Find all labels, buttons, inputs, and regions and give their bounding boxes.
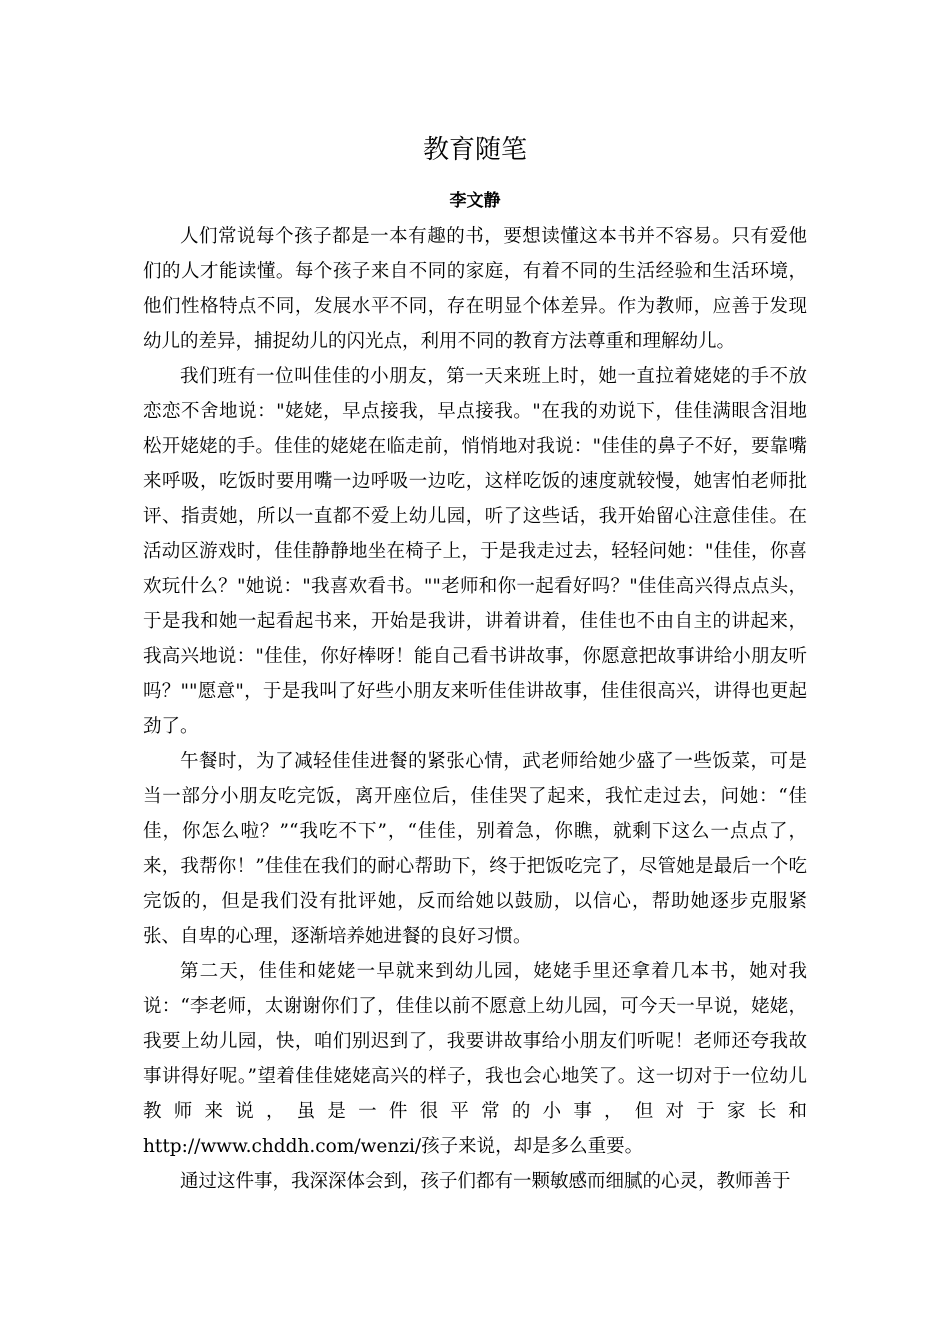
author-name: 李文静	[449, 191, 501, 211]
paragraph-1: 人们常说每个孩子都是一本有趣的书，要想读懂这本书并不容易。只有爱他们的人才能读懂。每个孩子来自不同的家庭，有着不同的生活经验和生活环境，他们性格特点不同，发展水平不同，存在明显个体差异。作为教师，应善于发现幼儿的差异，捕捉幼儿的闪光点，利用不同的教育方法尊重和理解幼儿。	[143, 226, 807, 352]
paragraph-5: 通过这件事，我深深体会到，孩子们都有一颗敏感而细腻的心灵，教师善于	[180, 1171, 791, 1192]
paragraph-3: 午餐时，为了减轻佳佳进餐的紧张心情，武老师给她少盛了一些饭菜，可是当一部分小朋友吃完饭，离开座位后，佳佳哭了起来，我忙走过去，问她：“佳佳，你怎么啦？”“我吃不下”，“佳佳，别着急，你瞧，就剩下这么一点点了，来，我帮你！”佳佳在我们的耐心帮助下，终于把饭吃完了，尽管她是最后一个吃完饭的，但是我们没有批评她，反而给她以鼓励，以信心，帮助她逐步克服紧张、自卑的心理，逐渐培养她进餐的良好习惯。	[143, 751, 807, 947]
document-body	[143, 219, 807, 1199]
paragraph-4: 第二天，佳佳和姥姥一早就来到幼儿园，姥姥手里还拿着几本书，她对我说：“李老师，太谢谢你们了，佳佳以前不愿意上幼儿园，可今天一早说，姥姥，我要上幼儿园，快，咱们别迟到了，我要讲故事给小朋友们听呢！老师还夸我故事讲得好呢。”望着佳佳姥姥高兴的样子，我也会心地笑了。这一切对于一位幼儿教师来说，虽是一件很平常的小事，但对于家长和 http://www.chddh.com/wenzi/孩子来说，却是多么重要。	[143, 961, 807, 1157]
document-title: 教育随笔	[422, 135, 527, 165]
paragraph-2: 我们班有一位叫佳佳的小朋友，第一天来班上时，她一直拉着姥姥的手不放恋恋不舍地说："姥姥，早点接我，早点接我。"在我的劝说下，佳佳满眼含泪地松开姥姥的手。佳佳的姥姥在临走前，悄悄地对我说："佳佳的鼻子不好，要靠嘴来呼吸，吃饭时要用嘴一边呼吸一边吃，这样吃饭的速度就较慢，她害怕老师批评、指责她，所以一直都不爱上幼儿园，听了这些话，我开始留心注意佳佳。在活动区游戏时，佳佳静静地坐在椅子上，于是我走过去，轻轻问她："佳佳，你喜欢玩什么？"她说："我喜欢看书。""老师和你一起看好吗？"佳佳高兴得点点头，于是我和她一起看起书来，开始是我讲，讲着讲着，佳佳也不由自主的讲起来，我高兴地说："佳佳，你好棒呀！能自己看书讲故事，你愿意把故事讲给小朋友听吗？""愿意"，于是我叫了好些小朋友来听佳佳讲故事，佳佳很高兴，讲得也更起劲了。	[143, 366, 807, 737]
